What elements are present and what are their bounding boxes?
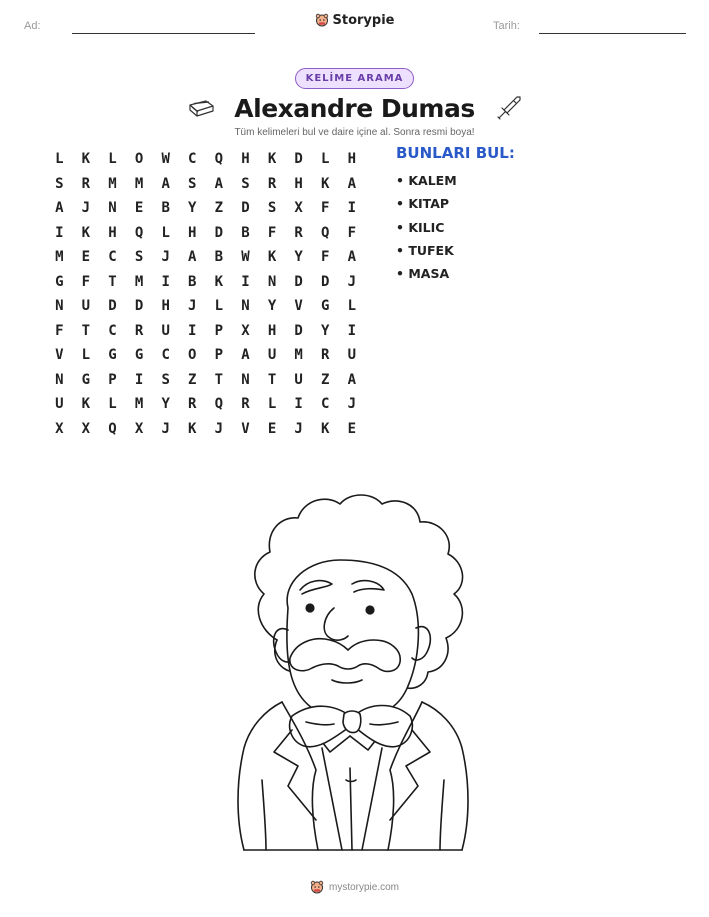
grid-row: [46, 270, 365, 295]
grid-cell[interactable]: J: [347, 396, 357, 413]
grid-cell[interactable]: K: [81, 224, 91, 241]
grid-cell[interactable]: P: [214, 347, 224, 364]
grid-cell[interactable]: X: [241, 322, 250, 339]
grid-cell[interactable]: D: [294, 273, 303, 290]
grid-cell[interactable]: L: [347, 298, 357, 315]
grid-cell[interactable]: T: [214, 371, 224, 388]
grid-cell[interactable]: A: [241, 347, 250, 364]
grid-cell[interactable]: H: [188, 224, 197, 241]
grid-cell[interactable]: G: [81, 371, 91, 388]
grid-cell[interactable]: K: [214, 273, 224, 290]
grid-cell[interactable]: B: [188, 273, 197, 290]
grid-cell[interactable]: F: [267, 224, 277, 241]
badge-wrap: [0, 66, 709, 89]
grid-cell[interactable]: L: [55, 151, 64, 168]
grid-cell[interactable]: R: [267, 175, 277, 192]
grid-cell[interactable]: A: [161, 175, 170, 192]
grid-cell[interactable]: L: [267, 396, 277, 413]
grid-cell[interactable]: Q: [214, 396, 224, 413]
date-line: [539, 33, 686, 34]
grid-row: [46, 245, 365, 270]
grid-cell[interactable]: K: [267, 249, 277, 266]
grid-cell[interactable]: N: [108, 200, 117, 217]
sword-icon: [493, 93, 523, 123]
grid-cell[interactable]: B: [161, 200, 170, 217]
grid-cell[interactable]: R: [241, 396, 250, 413]
grid-cell[interactable]: X: [55, 420, 64, 437]
grid-cell[interactable]: H: [161, 298, 170, 315]
grid-cell[interactable]: K: [321, 175, 330, 192]
grid-cell[interactable]: Q: [108, 420, 117, 437]
title-row: [0, 90, 709, 126]
grid-cell[interactable]: J: [214, 420, 224, 437]
grid-cell[interactable]: R: [134, 322, 144, 339]
grid-cell[interactable]: K: [81, 396, 91, 413]
grid-cell[interactable]: D: [294, 151, 303, 168]
grid-cell[interactable]: S: [267, 200, 277, 217]
name-line: [72, 33, 255, 34]
grid-cell[interactable]: A: [55, 200, 64, 217]
grid-cell[interactable]: Z: [321, 371, 330, 388]
grid-cell[interactable]: F: [321, 200, 330, 217]
grid-cell[interactable]: K: [188, 420, 197, 437]
grid-cell[interactable]: G: [321, 298, 330, 315]
grid-cell[interactable]: H: [294, 175, 303, 192]
grid-cell[interactable]: I: [161, 273, 170, 290]
word-item: • KITAP: [396, 196, 450, 212]
grid-cell[interactable]: K: [321, 420, 330, 437]
name-label: Ad:: [24, 20, 41, 32]
grid-cell[interactable]: S: [188, 175, 197, 192]
grid-cell[interactable]: Z: [214, 200, 224, 217]
grid-cell[interactable]: N: [241, 371, 250, 388]
grid-row: [46, 196, 365, 221]
grid-cell[interactable]: S: [55, 175, 64, 192]
grid-cell[interactable]: F: [55, 322, 64, 339]
storypie-logo-icon: [315, 13, 329, 27]
grid-row: [46, 294, 365, 319]
grid-cell[interactable]: I: [55, 224, 64, 241]
grid-cell[interactable]: R: [188, 396, 197, 413]
grid-cell[interactable]: G: [55, 273, 64, 290]
grid-cell[interactable]: U: [294, 371, 303, 388]
grid-cell[interactable]: Y: [321, 322, 330, 339]
grid-cell[interactable]: G: [134, 347, 144, 364]
grid-cell[interactable]: I: [188, 322, 197, 339]
grid-row: [46, 319, 365, 344]
grid-cell[interactable]: A: [347, 371, 357, 388]
grid-cell[interactable]: C: [108, 322, 117, 339]
grid-cell[interactable]: C: [188, 151, 197, 168]
grid-cell[interactable]: J: [81, 200, 91, 217]
grid-cell[interactable]: I: [241, 273, 250, 290]
grid-cell[interactable]: G: [108, 347, 117, 364]
grid-cell[interactable]: R: [81, 175, 91, 192]
grid-cell[interactable]: J: [347, 273, 357, 290]
grid-cell[interactable]: N: [267, 273, 277, 290]
grid-cell[interactable]: D: [241, 200, 250, 217]
grid-cell[interactable]: C: [321, 396, 330, 413]
grid-row: [46, 417, 365, 442]
footer-url: mystorypie.com: [328, 881, 399, 893]
grid-cell[interactable]: S: [161, 371, 170, 388]
grid-cell[interactable]: U: [267, 347, 277, 364]
word-item: • KALEM: [396, 173, 457, 188]
grid-cell[interactable]: Q: [321, 224, 330, 241]
grid-cell[interactable]: L: [108, 151, 117, 168]
grid-cell[interactable]: O: [188, 347, 197, 364]
grid-cell[interactable]: V: [241, 420, 250, 437]
instructions: Tüm kelimeleri bul ve daire içine al. Sonra resmi boya!: [234, 127, 475, 138]
grid-cell[interactable]: M: [294, 347, 303, 364]
grid-cell[interactable]: O: [134, 151, 144, 168]
grid-cell[interactable]: U: [55, 396, 64, 413]
grid-cell[interactable]: X: [294, 200, 303, 217]
brand-name: Storypie: [332, 12, 395, 28]
grid-cell[interactable]: H: [267, 322, 277, 339]
grid-cell[interactable]: A: [347, 249, 357, 266]
grid-row: [46, 392, 365, 417]
grid-cell[interactable]: N: [241, 298, 250, 315]
grid-cell[interactable]: C: [108, 249, 117, 266]
grid-row: [46, 368, 365, 393]
grid-cell[interactable]: L: [161, 224, 170, 241]
date-label: Tarih:: [493, 20, 520, 32]
grid-cell[interactable]: T: [108, 273, 117, 290]
grid-cell[interactable]: A: [214, 175, 224, 192]
grid-cell[interactable]: D: [321, 273, 330, 290]
find-title: BUNLARI BUL:: [396, 144, 515, 162]
grid-cell[interactable]: Y: [188, 200, 197, 217]
grid-row: [46, 221, 365, 246]
grid-cell[interactable]: A: [347, 175, 357, 192]
storypie-logo-icon: [310, 880, 324, 894]
grid-cell[interactable]: F: [347, 224, 357, 241]
grid-cell[interactable]: M: [55, 249, 64, 266]
word-search-grid: [46, 147, 365, 441]
grid-cell[interactable]: J: [161, 420, 170, 437]
grid-cell[interactable]: I: [134, 371, 144, 388]
grid-cell[interactable]: Q: [134, 224, 144, 241]
grid-cell[interactable]: N: [55, 298, 64, 315]
grid-cell[interactable]: S: [241, 175, 250, 192]
grid-cell[interactable]: D: [108, 298, 117, 315]
grid-cell[interactable]: B: [214, 249, 224, 266]
grid-cell[interactable]: P: [108, 371, 117, 388]
grid-cell[interactable]: A: [188, 249, 197, 266]
coloring-portrait: [222, 490, 492, 855]
page-title: Alexandre Dumas: [234, 93, 475, 123]
grid-cell[interactable]: X: [134, 420, 144, 437]
grid-cell[interactable]: K: [267, 151, 277, 168]
grid-cell[interactable]: N: [55, 371, 64, 388]
grid-cell[interactable]: L: [214, 298, 224, 315]
word-item: • TUFEK: [396, 242, 454, 258]
grid-cell[interactable]: D: [214, 224, 224, 241]
grid-cell[interactable]: L: [108, 396, 117, 413]
grid-row: [46, 172, 365, 197]
grid-row: [46, 343, 365, 368]
grid-cell[interactable]: S: [134, 249, 144, 266]
grid-cell[interactable]: Y: [267, 298, 277, 315]
grid-cell[interactable]: H: [108, 224, 117, 241]
grid-cell[interactable]: Q: [214, 151, 224, 168]
word-item: • KILIC: [396, 219, 445, 235]
grid-cell[interactable]: Y: [161, 396, 170, 413]
grid-cell[interactable]: W: [241, 249, 250, 266]
grid-cell[interactable]: V: [55, 347, 64, 364]
grid-cell[interactable]: R: [294, 224, 303, 241]
grid-cell[interactable]: U: [161, 322, 170, 339]
grid-cell[interactable]: E: [81, 249, 91, 266]
grid-cell[interactable]: D: [134, 298, 144, 315]
grid-cell[interactable]: M: [134, 273, 144, 290]
grid-cell[interactable]: T: [81, 322, 91, 339]
grid-cell[interactable]: V: [294, 298, 303, 315]
grid-cell[interactable]: X: [81, 420, 91, 437]
grid-cell[interactable]: Z: [188, 371, 197, 388]
grid-cell[interactable]: E: [347, 420, 357, 437]
grid-cell[interactable]: M: [134, 396, 144, 413]
grid-cell[interactable]: E: [134, 200, 144, 217]
grid-cell[interactable]: E: [267, 420, 277, 437]
grid-cell[interactable]: T: [267, 371, 277, 388]
grid-cell[interactable]: M: [108, 175, 117, 192]
book-icon: [186, 93, 216, 123]
grid-cell[interactable]: W: [161, 151, 170, 168]
grid-cell[interactable]: K: [81, 151, 91, 168]
grid-cell[interactable]: U: [81, 298, 91, 315]
word-list: [396, 172, 457, 288]
grid-cell[interactable]: I: [294, 396, 303, 413]
footer: [0, 879, 709, 898]
grid-cell[interactable]: B: [241, 224, 250, 241]
grid-cell[interactable]: J: [294, 420, 303, 437]
grid-cell[interactable]: U: [347, 347, 357, 364]
grid-cell[interactable]: R: [321, 347, 330, 364]
brand: [0, 12, 709, 31]
grid-cell[interactable]: I: [347, 322, 357, 339]
grid-cell[interactable]: P: [214, 322, 224, 339]
grid-cell[interactable]: L: [81, 347, 91, 364]
grid-cell[interactable]: F: [81, 273, 91, 290]
category-badge: KELİME ARAMA: [295, 68, 415, 89]
grid-cell[interactable]: H: [241, 151, 250, 168]
grid-cell[interactable]: Y: [294, 249, 303, 266]
word-item: • MASA: [396, 266, 450, 282]
grid-cell[interactable]: J: [188, 298, 197, 315]
grid-cell[interactable]: J: [161, 249, 170, 266]
grid-cell[interactable]: F: [321, 249, 330, 266]
grid-row: [46, 147, 365, 172]
grid-cell[interactable]: D: [294, 322, 303, 339]
grid-cell[interactable]: L: [321, 151, 330, 168]
grid-cell[interactable]: H: [347, 151, 357, 168]
grid-cell[interactable]: C: [161, 347, 170, 364]
grid-cell[interactable]: I: [347, 200, 357, 217]
grid-cell[interactable]: M: [134, 175, 144, 192]
